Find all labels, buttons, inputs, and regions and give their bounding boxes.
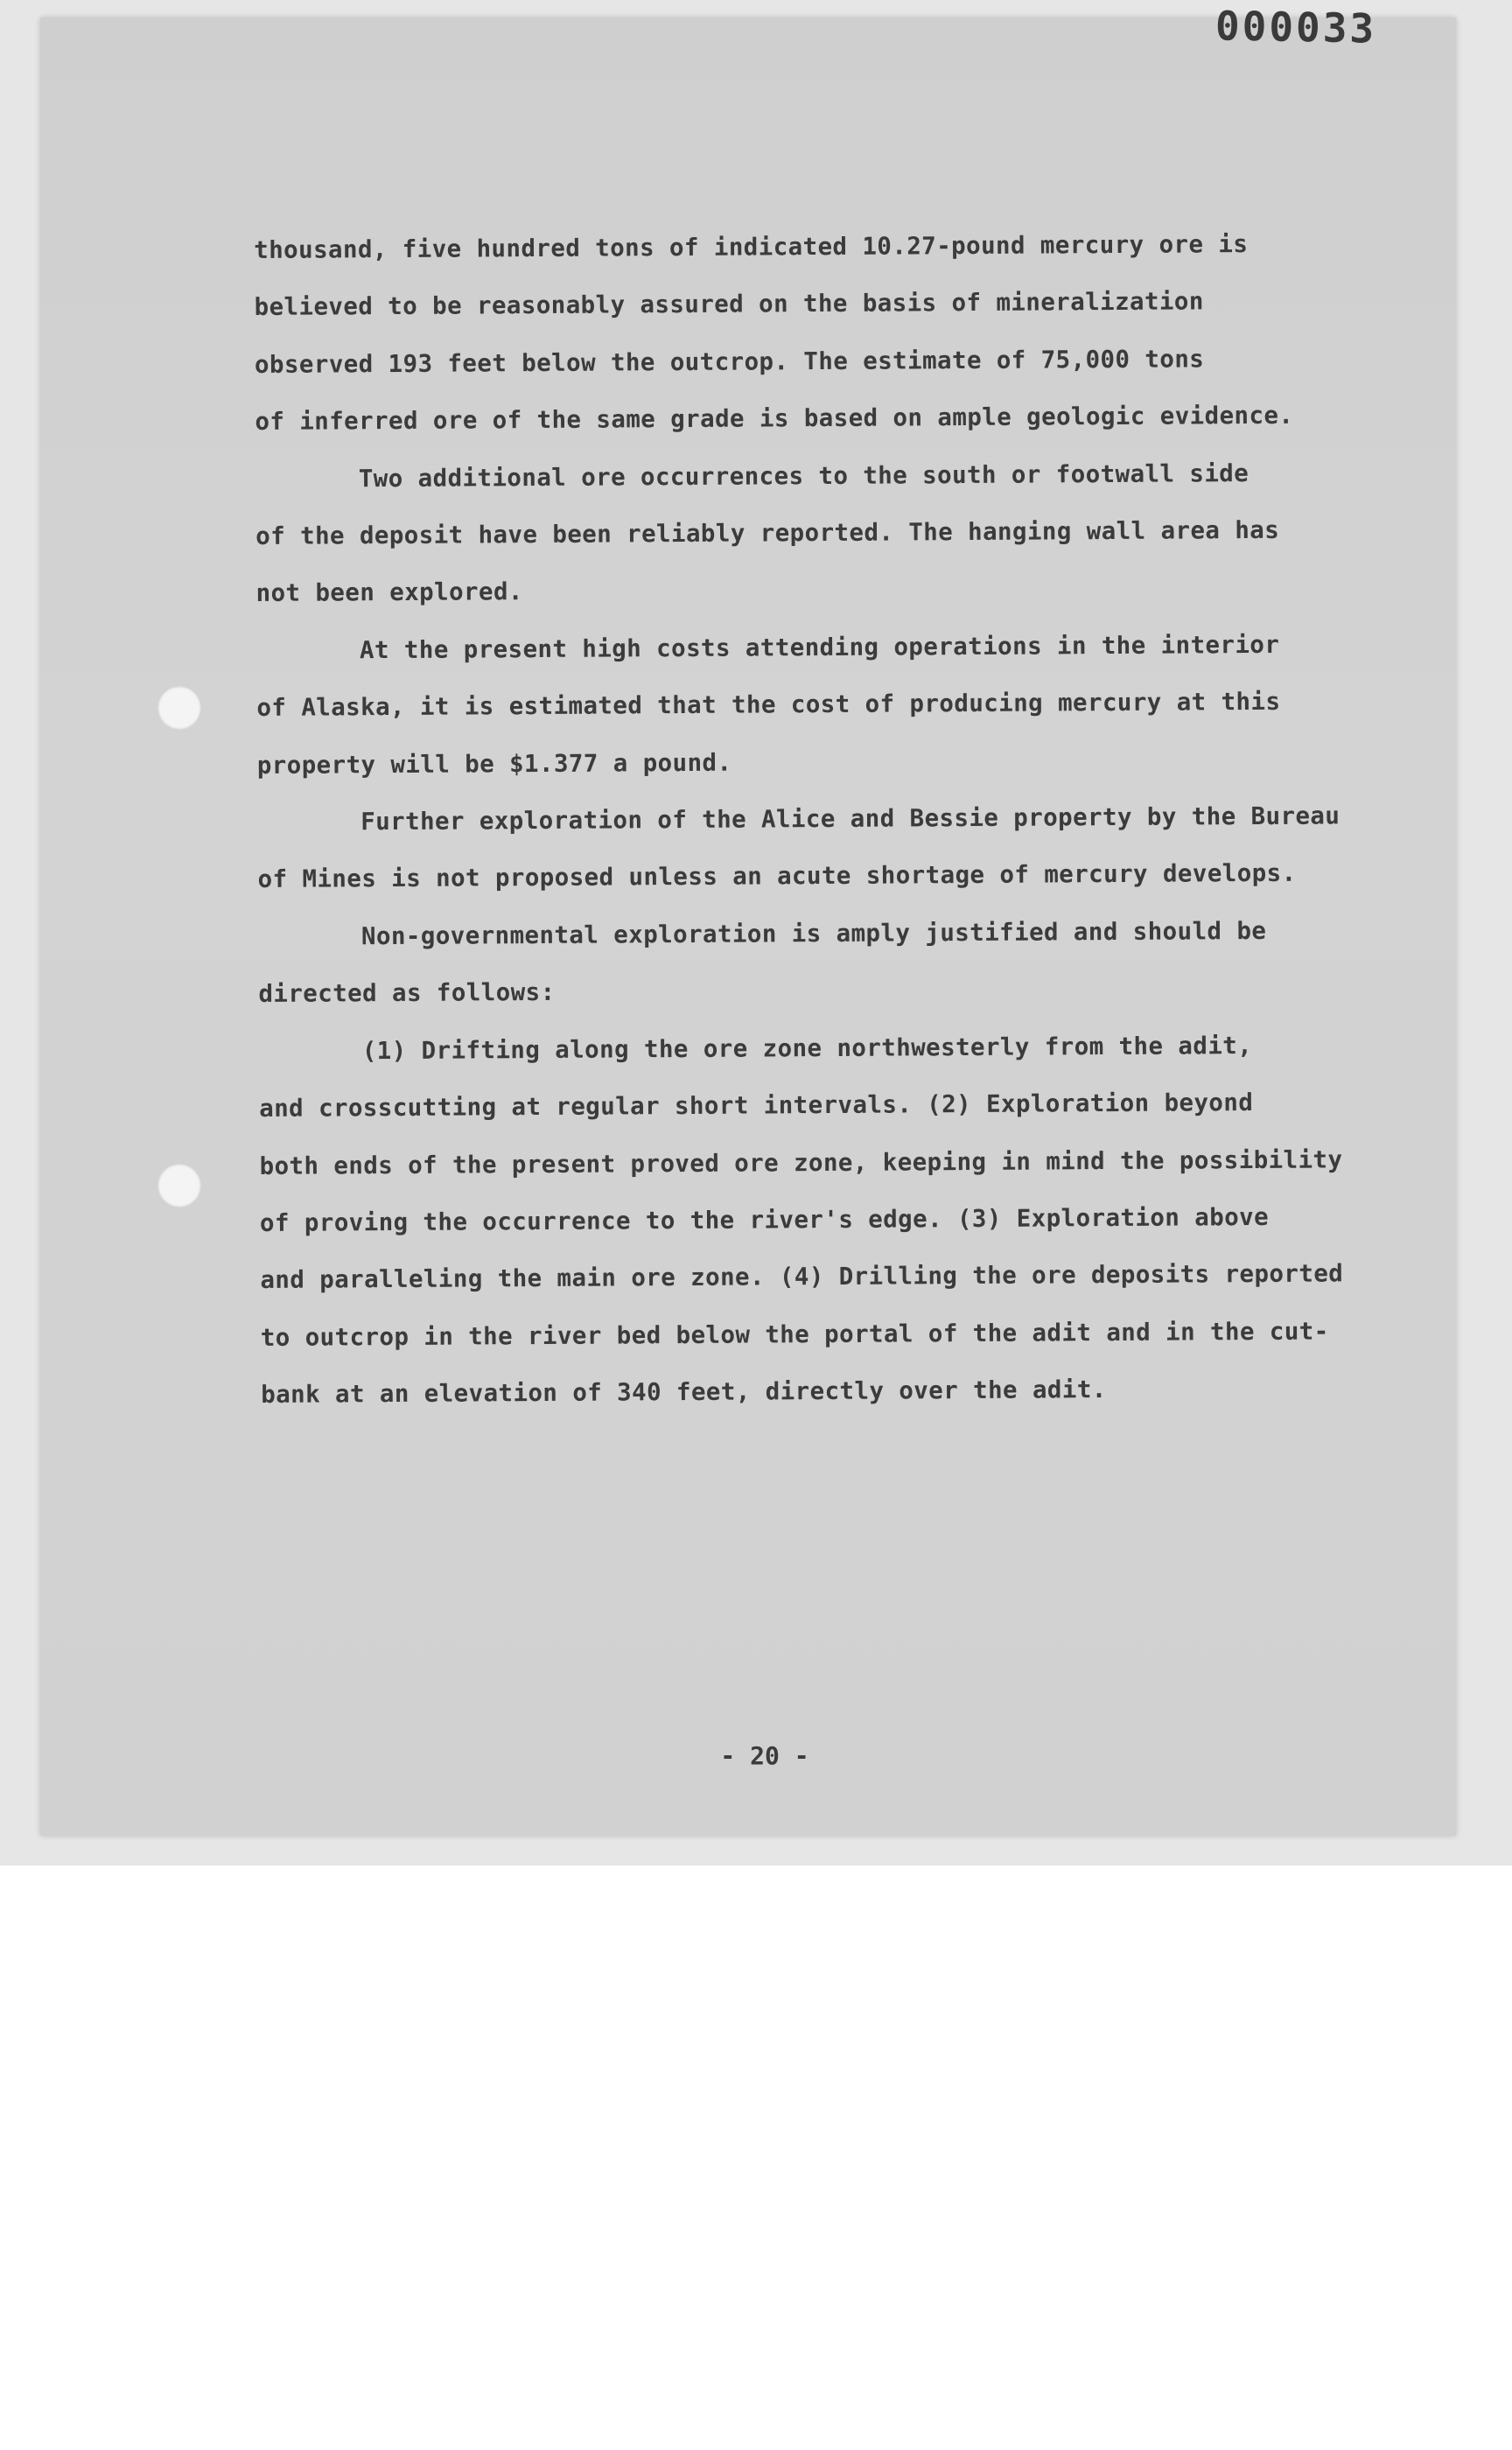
text-line: property will be $1.377 a pound. (256, 748, 732, 780)
text-line: bank at an elevation of 340 feet, directly over the adit. (261, 1376, 1107, 1410)
page-number: - 20 - (720, 1741, 809, 1770)
text-line: of the deposit have been reliably reported. The hanging wall area has (256, 515, 1280, 551)
paragraph-start: Two additional ore occurrences to the south or footwall side (358, 458, 1250, 493)
text-line: of Mines is not proposed unless an acute shortage of mercury develops. (257, 859, 1297, 894)
paragraph-start: (1) Drifting along the ore zone northwesterly from the adit, (361, 1031, 1253, 1065)
body-text (254, 215, 1363, 1424)
text-line: of Alaska, it is estimated that the cost of producing mercury at this (256, 688, 1281, 723)
text-line: and crosscutting at regular short intervals. (2) Exploration beyond (259, 1088, 1254, 1124)
text-line: of inferred ore of the same grade is based on ample geologic evidence. (255, 401, 1294, 437)
paragraph-start: Non-governmental exploration is amply justified and should be (360, 916, 1267, 951)
text-line: thousand, five hundred tons of indicated 10.27-pound mercury ore is (254, 230, 1249, 264)
paragraph-start: At the present high costs attending operations in the interior (359, 630, 1280, 665)
text-line: not been explored. (256, 578, 523, 608)
text-line: to outcrop in the river bed below the portal of the adit and in the cut- (260, 1317, 1329, 1352)
paragraph-start: Further exploration of the Alice and Bessie property by the Bureau (360, 802, 1340, 836)
punch-hole (158, 686, 201, 730)
text-line: both ends of the present proved ore zone, keeping in mind the possibility (259, 1144, 1343, 1180)
text-line: directed as follows: (258, 978, 556, 1009)
text-line: of proving the occurrence to the river's edge. (3) Exploration above (259, 1202, 1270, 1237)
text-line: believed to be reasonably assured on the basis of mineralization (254, 287, 1204, 322)
text-line: observed 193 feet below the outcrop. The estimate of 75,000 tons (254, 345, 1205, 379)
document-number: 000033 (1214, 2, 1377, 52)
punch-hole (158, 1164, 201, 1208)
text-line: and paralleling the main ore zone. (4) Drilling the ore deposits reported (260, 1259, 1344, 1295)
